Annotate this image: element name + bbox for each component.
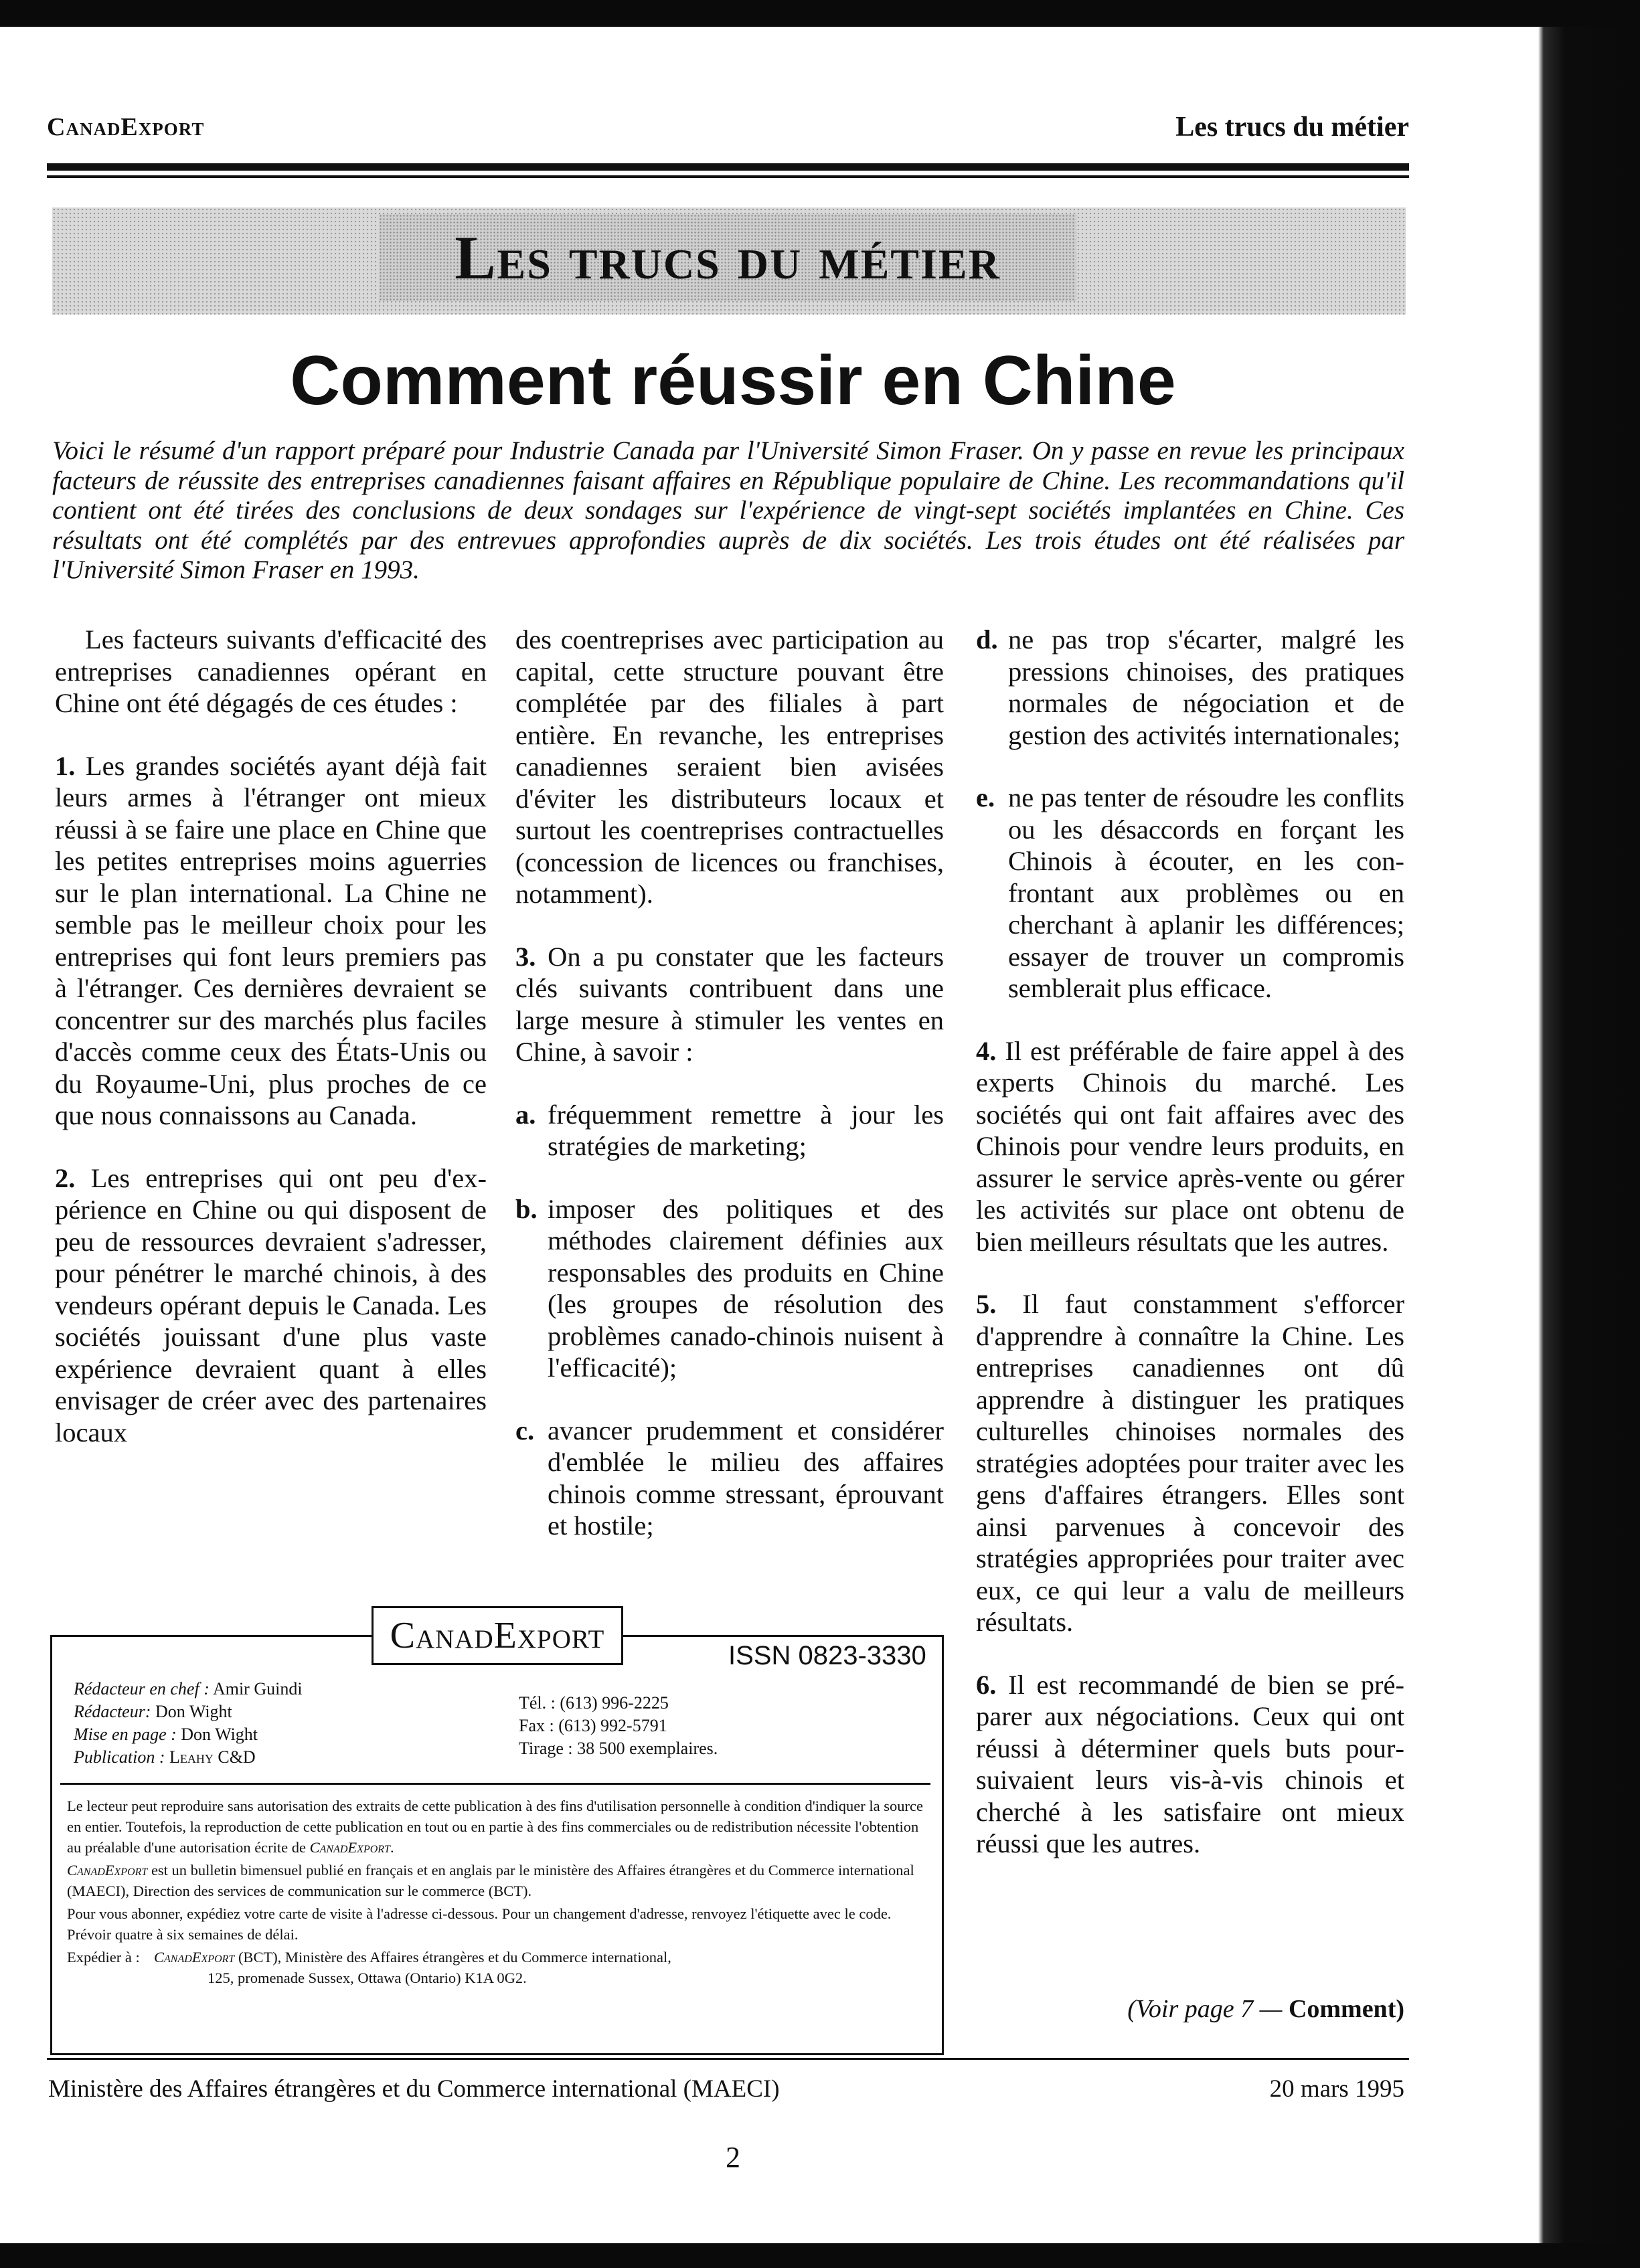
staff-role: Publication : [74,1747,165,1767]
send-address-line: 125, promenade Sussex, Ottawa (Ontario) K1A 0G2. [208,1970,527,1986]
subscribe-notice: Pour vous abonner, expédiez votre carte de visite à l'adresse ci-dessous. Pour un changement d'adresse, renvoyez l'étiquette avec le code. Prévoir quatre à six semaines de délai. [67,1905,892,1943]
point-5-number: 5. [976,1289,997,1319]
subitem-text: avancer prudemment et considérer d'emblée le milieu des affaires chinois comme stressant, éprouvant et hostile; [548,1415,944,1541]
masthead-divider [60,1783,930,1785]
staff-role: Mise en page : [74,1725,177,1744]
point-4-text: Il est préférable de faire appel à des experts Chinois du marché. Les sociétés qui ont fait affaires avec des Chinois pour vendre leurs produits, en assurer le service après-vente ou gérer les activités sur place ont obtenu de bien meilleurs résultats que les autres. [976,1035,1404,1257]
point-5-text: Il faut constamment s'efforcer d'apprendre à connaître la Chine. Les entreprises canadiennes ont dû apprendre à distinguer les pratiques culturelles chinoises normales des stratégies adoptées pour traiter avec les gens d'affaires étrangers. Elles sont ainsi parvenues à concevoir des stratégies appropriées pour traiter avec eux, ce qui leur a valu de meilleurs résultats. [976,1289,1405,1637]
staff-name: Don Wight [155,1702,232,1721]
point-3-number: 3. [515,941,536,972]
subitem-c [515,1415,944,1542]
subitem-text: ne pas tenter de résoudre les conflits ou les désaccords en forçant les Chinois à écouter, en les confrontant aux problèmes ou en cherchant à aplanir les différences; essayer de trouver un compromis semblerait plus efficace. [1008,782,1404,1003]
subitem-b [515,1193,944,1384]
running-header-publication: CanadExport [47,113,205,141]
send-label: Expédier à : [67,1949,140,1966]
column-1 [55,624,487,1479]
point-2-text: Les entreprises qui ont peu d'expérience en Chine ou qui disposent de peu de ressources devraient s'adresser, pour pénétrer le marché chinois, à des vendeurs opérant depuis le Canada. Les sociétés jouissant d'une plus vaste expérience devraient quant à elles envisager de créer avec des partenaires locaux [55,1162,487,1448]
staff-name: Amir Guindi [212,1679,303,1698]
staff-line [74,1723,303,1746]
staff-role: Rédacteur: [74,1702,151,1721]
point-4 [976,1035,1404,1258]
continued-voir: (Voir page 7 — [1127,1995,1283,2023]
staff-line [74,1678,303,1700]
point-4-number: 4. [976,1035,997,1066]
subitem-text: fréquemment remettre à jour les stratégies de marketing; [548,1099,944,1161]
masthead-contact [519,1692,718,1760]
subitem-a [515,1099,944,1162]
continued-word: Comment) [1288,1995,1404,2023]
contact-tirage: Tirage : 38 500 exemplaires. [519,1739,718,1758]
masthead-logo: CanadExport [372,1606,623,1665]
point-2-continued: des coentreprises avec participation au capital, cette structure pouvant être complétée par des filiales à part entière. En revanche, les entreprises canadiennes seraient bien avisées d'éviter les distributeurs locaux et surtout les coentreprises contractuelles (concession de licences ou franchises, notamment). [515,624,944,909]
article-lead: Les facteurs suivants d'efficacité des entreprises canadiennes opérant en Chine ont été dégagés de ces études : [55,624,487,718]
subitem-letter: a. [515,1099,536,1130]
point-6-number: 6. [976,1669,997,1700]
subitem-e [976,782,1404,1005]
column-2 [515,624,944,1573]
continued-note [976,1994,1404,2024]
masthead-staff [74,1678,303,1769]
staff-name: Leahy C&D [169,1747,256,1767]
point-6 [976,1669,1404,1860]
point-1-number: 1. [55,750,76,781]
reproduction-notice: Le lecteur peut reproduire sans autorisation des extraits de cette publication à des fins d'utilisation personnelle à condition d'indiquer la source en entier. Toutefois, la reproduction de cette publication en tout ou en partie à des fins commerciales ou de redistribution nécessite l'obtention au préalable d'une autorisation écrite de CanadExport. [67,1798,923,1856]
point-5 [976,1288,1404,1638]
point-2-number: 2. [55,1162,76,1193]
footer-ministry: Ministère des Affaires étrangères et du Commerce international (MAECI) [48,2075,780,2103]
column-3 [976,624,1404,1891]
subitem-letter: b. [515,1193,538,1224]
page-number: 2 [726,2141,740,2174]
subitem-letter: c. [515,1415,535,1446]
subitem-d [976,624,1404,751]
section-banner-title: Les trucs du métier [379,214,1076,301]
send-to-address: Expédier à : CanadExport (BCT), Ministère des Affaires étrangères et du Commerce international, 125, promenade Sussex, Ottawa (Ontario) K1A 0G2. [67,1947,927,1988]
point-1 [55,750,487,1132]
article-title: Comment réussir en Chine [290,342,1176,420]
masthead-issn: ISSN 0823-3330 [728,1641,926,1670]
staff-line [74,1700,303,1723]
article-intro: Voici le résumé d'un rapport préparé pour Industrie Canada par l'Université Simon Fraser. On y passe en revue les principaux facteurs de réussite des entreprises canadiennes faisant affaires en République populaire de Chine. Les recommandations qu'il contient ont été tirées des conclusions de deux sondages sur l'expérience de vingt-sept sociétés implantées en Chine. Ces résultats ont été complétés par des entrevues approfondies auprès de dix sociétés. Les trois études ont été réalisées par l'Université Simon Fraser en 1993. [52,436,1404,584]
subitem-text: ne pas trop s'écarter, malgré les pressions chinoises, des pratiques normales de négociation et de gestion des activités internationales; [1008,624,1404,750]
staff-name: Don Wight [181,1725,258,1744]
footer-rule [47,2058,1409,2060]
subitem-letter: d. [976,624,998,655]
staff-line [74,1746,303,1769]
point-3 [515,941,944,1068]
point-1-text: Les grandes sociétés ayant déjà fait leurs armes à l'étranger ont mieux réussi à se faire une place en Chine que les petites entreprises moins aguerries sur le plan international. La Chine ne semble pas le meilleur choix pour les entreprises qui font leurs premiers pas à l'étranger. Ces dernières devraient se concentrer sur des marchés plus faciles d'accès comme ceux des États-Unis ou du Royaume-Uni, plus proches de ce que nous connaissons au Canada. [55,750,487,1130]
running-header-section: Les trucs du métier [1175,112,1409,143]
contact-fax: Fax : (613) 992-5791 [519,1716,667,1735]
subitem-text: imposer des politiques et des méthodes clairement définies aux responsables des produits en Chine (les groupes de résolution des problèmes canado-chinois nuisent à l'efficacité); [548,1193,944,1383]
footer-date: 20 mars 1995 [1269,2075,1404,2103]
header-rule-thick [47,163,1409,171]
point-6-text: Il est recommandé de bien se préparer aux négociations. Ceux qui ont réussi à déterminer quels buts poursuivaient leurs vis-à-vis chinois et cherché à les satisfaire ont mieux réussi que les autres. [976,1669,1405,1858]
contact-tel: Tél. : (613) 996-2225 [519,1693,669,1713]
header-rule-thin [47,175,1409,178]
scan-border-bottom [0,2243,1640,2268]
point-3-text: On a pu constater que les facteurs clés suivants contribuent dans une large mesure à stimuler les ventes en Chine, à savoir : [515,941,944,1067]
staff-role: Rédacteur en chef : [74,1679,210,1698]
point-2 [55,1162,487,1449]
scan-border-top [0,0,1640,27]
subitem-letter: e. [976,782,995,812]
scan-border-right [1525,27,1640,2243]
masthead-fine-print [67,1796,927,1988]
bulletin-notice: CanadExport est un bulletin bimensuel publié en français et en anglais par le ministère des Affaires étrangères et du Commerce international (MAECI), Direction des services de communication sur le commerce (BCT). [67,1862,914,1899]
